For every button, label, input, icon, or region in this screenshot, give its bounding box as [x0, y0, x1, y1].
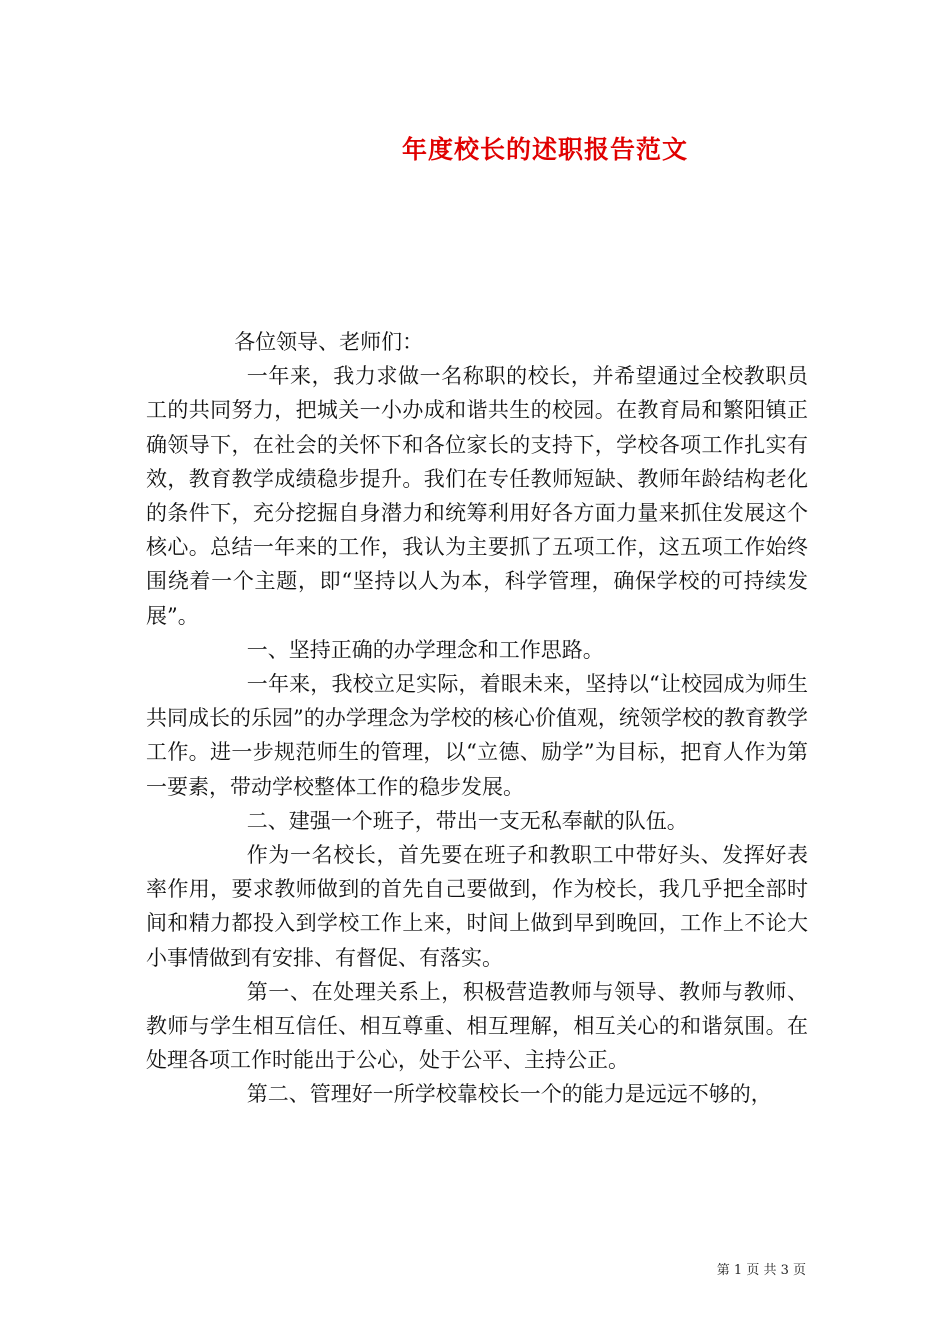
paragraph: 作为一名校长，首先要在班子和教职工中带好头、发挥好表率作用，要求教师做到的首先自己要做到，作为校长，我几乎把全部时间和精力都投入到学校工作上来，时间上做到早到晚回，工作上不论大小事情做到有安排、有督促、有落实。 — [146, 843, 808, 970]
document-title-wrap — [0, 132, 950, 168]
paragraph: 一年来，我校立足实际，着眼未来，坚持以“让校园成为师生共同成长的乐园”的办学理念为学校的核心价值观，统领学校的教育教学工作。进一步规范师生的管理，以“立德、励学”为目标，把育人作为第一要素，带动学校整体工作的稳步发展。 — [146, 672, 808, 799]
section-heading: 二、建强一个班子，带出一支无私奉献的队伍。 — [246, 808, 688, 833]
section-heading: 一、坚持正确的办学理念和工作思路。 — [246, 637, 604, 662]
document-title: 年度校长的述职报告范文 — [401, 135, 688, 164]
page-number-footer: 第 1 页 共 3 页 — [716, 1263, 806, 1278]
paragraph: 第一、在处理关系上，积极营造教师与领导、教师与教师、教师与学生相互信任、相互尊重、相互理解，相互关心的和谐氛围。在处理各项工作时能出于公心，处于公平、主持公正。 — [146, 979, 808, 1073]
paragraph: 一年来，我力求做一名称职的校长，并希望通过全校教职员工的共同努力，把城关一小办成和谐共生的校园。在教育局和繁阳镇正确领导下，在社会的关怀下和各位家长的支持下，学校各项工作扎实有效，教育教学成绩稳步提升。我们在专任教师短缺、教师年龄结构老化的条件下，充分挖掘自身潜力和统筹利用好各方面力量来抓住发展这个核心。总结一年来的工作，我认为主要抓了五项工作，这五项工作始终围绕着一个主题，即“坚持以人为本，科学管理，确保学校的可持续发展”。 — [146, 364, 808, 628]
document-body — [146, 325, 808, 1112]
salutation: 各位领导、老师们： — [234, 330, 424, 354]
paragraph: 第二、管理好一所学校靠校长一个的能力是远远不够的， — [246, 1082, 772, 1107]
